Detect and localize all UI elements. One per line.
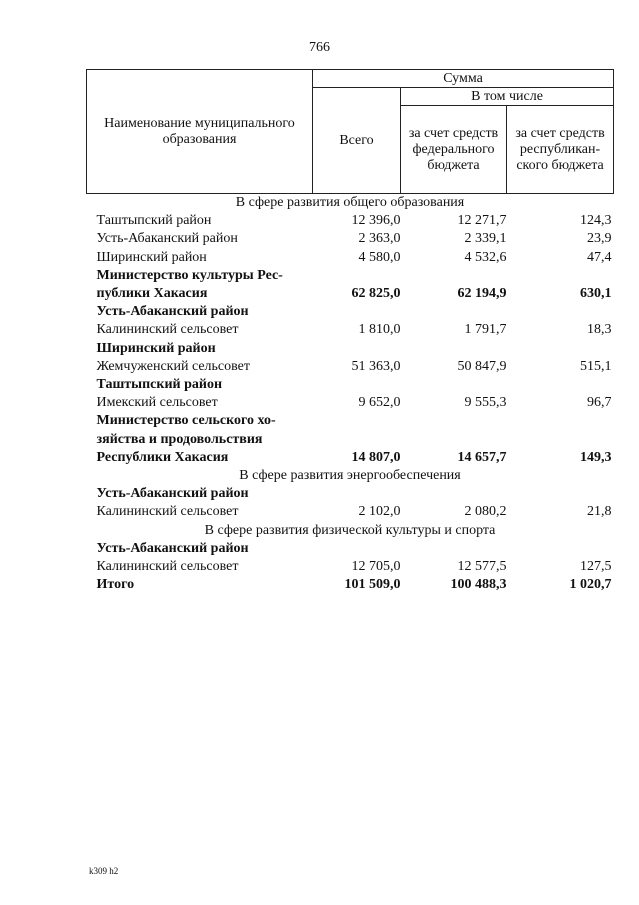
row-total: 4 580,0 <box>358 249 401 265</box>
row-republic: 124,3 <box>580 213 612 229</box>
table-row <box>87 358 614 376</box>
row-republic: 47,4 <box>587 249 612 265</box>
section-title: В сфере развития общего образования <box>87 194 614 213</box>
group-heading-row <box>87 540 614 558</box>
row-republic: 515,1 <box>580 358 612 374</box>
table-header <box>87 70 614 194</box>
row-federal: 50 847,9 <box>457 358 507 374</box>
row-total: 51 363,0 <box>351 358 401 374</box>
row-name: Калининский сельсовет <box>96 322 239 338</box>
row-name-line: зяйства и продовольствия <box>96 431 263 447</box>
section-title: В сфере развития физической культуры и спорта <box>204 522 496 538</box>
row-federal: 14 657,7 <box>457 449 507 465</box>
group-name: Усть-Абаканский район <box>96 304 249 320</box>
row-federal: 12 577,5 <box>457 559 507 575</box>
header-including: В том числе <box>401 88 614 106</box>
header-total: Всего <box>313 88 401 194</box>
row-name: Жемчуженский сельсовет <box>96 358 251 374</box>
group-heading-row <box>87 303 614 321</box>
totals-row <box>87 576 614 594</box>
row-republic: 21,8 <box>587 504 612 520</box>
ministry-row <box>87 267 614 303</box>
section-heading-row <box>87 194 614 213</box>
page-number: 766 <box>309 40 330 55</box>
group-name: Таштыпский район <box>96 377 223 393</box>
group-heading-row <box>87 485 614 503</box>
row-republic: 18,3 <box>587 322 612 338</box>
row-republic: 127,5 <box>580 559 612 575</box>
totals-republic: 1 020,7 <box>569 577 612 593</box>
section-heading-row <box>87 467 614 485</box>
group-heading-row <box>87 340 614 358</box>
row-federal: 1 791,7 <box>464 322 507 338</box>
section-heading-row <box>87 522 614 540</box>
row-federal: 12 271,7 <box>457 213 507 229</box>
row-total: 12 396,0 <box>351 213 401 229</box>
row-name: Калининский сельсовет <box>96 559 239 575</box>
ministry-row <box>87 412 614 467</box>
table-row <box>87 321 614 339</box>
appropriations-table <box>86 69 614 594</box>
row-federal: 2 080,2 <box>464 504 507 520</box>
group-name: Ширинский район <box>96 340 216 356</box>
table-row <box>87 394 614 412</box>
row-total: 1 810,0 <box>358 322 401 338</box>
row-name-line: Республики Хакасия <box>96 449 229 465</box>
header-federal: за счет средств федерального бюджета <box>401 106 507 194</box>
footer-code: k309 h2 <box>89 866 119 876</box>
row-republic: 630,1 <box>580 286 612 302</box>
table-row <box>87 249 614 267</box>
group-name: Усть-Абаканский район <box>96 540 249 556</box>
row-total: 62 825,0 <box>351 286 401 302</box>
row-name-line: Министерство культуры Рес- <box>96 267 283 283</box>
row-federal: 9 555,3 <box>464 395 507 411</box>
table-body <box>87 194 614 595</box>
table-row <box>87 212 614 230</box>
row-name: Ширинский район <box>96 249 207 265</box>
totals-total: 101 509,0 <box>344 577 401 593</box>
row-name-line: Министерство сельского хо- <box>96 413 276 429</box>
row-name: Калининский сельсовет <box>96 504 239 520</box>
table-row <box>87 503 614 521</box>
row-total: 9 652,0 <box>358 395 401 411</box>
row-name: Имекский сельсовет <box>96 395 218 411</box>
totals-federal: 100 488,3 <box>450 577 507 593</box>
row-name <box>87 412 313 467</box>
row-republic: 23,9 <box>587 231 612 247</box>
header-sum: Сумма <box>313 70 614 88</box>
row-republic: 96,7 <box>587 395 612 411</box>
group-name: Усть-Абаканский район <box>96 486 249 502</box>
totals-label: Итого <box>96 577 135 593</box>
row-federal: 2 339,1 <box>464 231 507 247</box>
header-name-column: Наименование муниципального образования <box>87 70 313 194</box>
row-federal: 62 194,9 <box>457 286 507 302</box>
row-name: Таштыпский район <box>96 213 212 229</box>
row-total: 12 705,0 <box>351 559 401 575</box>
row-total: 2 363,0 <box>358 231 401 247</box>
row-federal: 4 532,6 <box>464 249 507 265</box>
row-total: 2 102,0 <box>358 504 401 520</box>
group-heading-row <box>87 376 614 394</box>
section-title: В сфере развития энергообеспечения <box>239 468 461 484</box>
row-name: Усть-Абаканский район <box>96 231 238 247</box>
table-row <box>87 230 614 248</box>
row-total: 14 807,0 <box>351 449 401 465</box>
row-name-line: публики Хакасия <box>96 286 208 302</box>
row-name <box>87 267 313 303</box>
header-republic: за счет средств республикан-ского бюджета <box>507 106 614 194</box>
row-republic: 149,3 <box>580 449 612 465</box>
table-row <box>87 558 614 576</box>
